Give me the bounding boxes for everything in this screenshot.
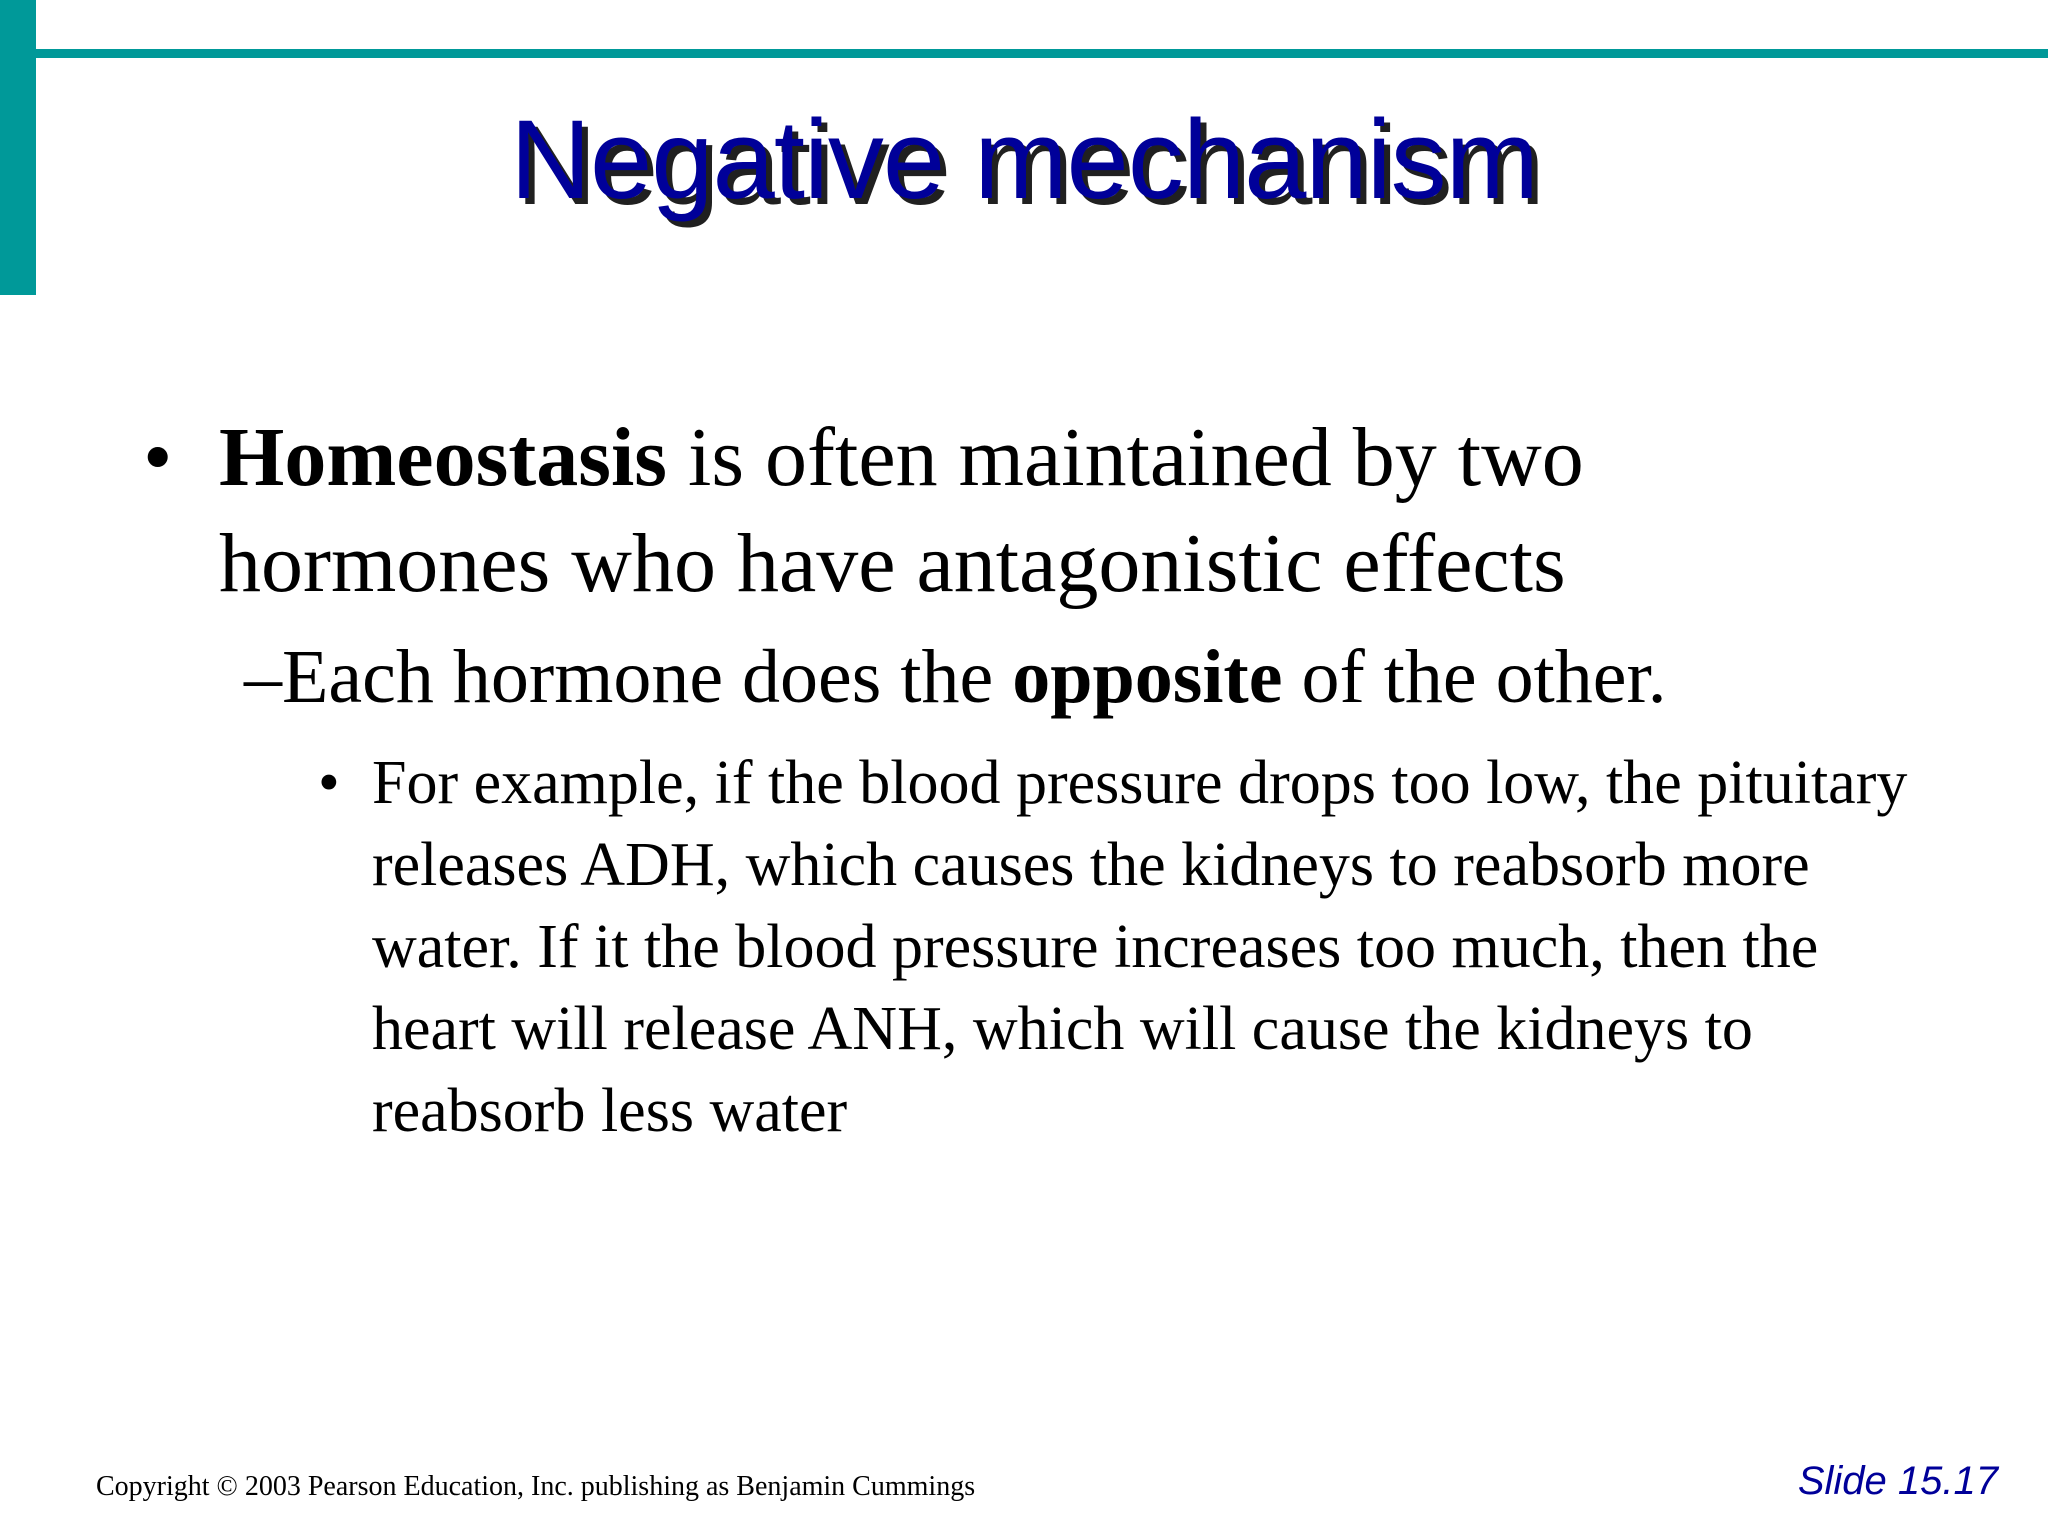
bullet-level-2-after: of the other. — [1282, 635, 1667, 719]
bullet-level-1-text — [219, 405, 1919, 617]
bold-term-homeostasis: Homeostasis — [219, 411, 667, 504]
bullet-level-2 — [244, 627, 1944, 727]
bullet-small-dot-icon: • — [318, 749, 340, 817]
bullet-dot-icon: • — [143, 411, 173, 504]
top-rule — [36, 49, 2048, 58]
bullet-level-3 — [318, 742, 1918, 1152]
slide-number: Slide 15.17 — [1797, 1459, 1998, 1503]
bullet-level-1-rest: is often maintained by two hormones who have antagonistic effects — [219, 411, 1584, 610]
bullet-level-1 — [143, 405, 1943, 617]
copyright-notice: Copyright © 2003 Pearson Education, Inc. publishing as Benjamin Cummings — [96, 1471, 976, 1502]
bullet-level-2-before: Each hormone does the — [282, 635, 1013, 719]
slide-title: Negative mechanism — [510, 97, 1538, 222]
bullet-level-3-text: For example, if the blood pressure drops too low, the pituitary releases ADH, which causes the kidneys to reabsorb more water. If it the blood pressure increases too much, then the heart will release ANH, which will cause the kidneys to reabsorb less water — [372, 749, 1908, 1145]
dash-icon: – — [244, 635, 282, 719]
bold-term-opposite: opposite — [1012, 635, 1283, 719]
